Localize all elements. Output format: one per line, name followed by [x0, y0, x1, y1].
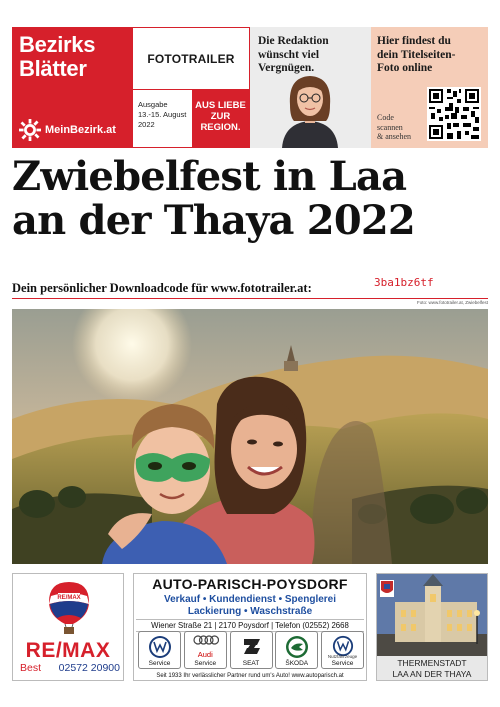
svg-text:RE/MAX: RE/MAX: [57, 595, 81, 601]
remax-name: RE/MAX: [25, 639, 111, 662]
editor-line2: wünscht viel: [258, 48, 320, 61]
issue-dates: 13.-15. August: [138, 110, 187, 119]
town-hall-image: [377, 574, 487, 658]
qr-hint-line2: scannen: [377, 122, 403, 132]
audi-rings-icon: [193, 635, 219, 645]
auto-services: [134, 594, 366, 618]
auto-services-line1: Verkauf • Kundendienst • Spenglerei: [163, 594, 337, 605]
brand-tile-vw: [138, 631, 181, 669]
auto-footer: Seit 1933 Ihr verlässlicher Partner rund um's Auto! www.autoparisch.at: [156, 673, 344, 679]
auto-title: AUTO-PARISCH-POYSDORF: [152, 576, 348, 592]
cover-photo: [12, 309, 488, 564]
ad-auto-parisch[interactable]: [133, 573, 367, 681]
brand-label: SEAT: [242, 660, 260, 667]
download-divider: [12, 298, 488, 299]
brand-tile-seat: [230, 631, 273, 669]
brand-label: Service: [194, 660, 217, 667]
editor-line3: Vergnügen.: [258, 62, 315, 74]
headline-line2: an der Thaya 2022: [12, 197, 415, 244]
cover-line3: Foto online: [377, 62, 433, 74]
remax-contact: [20, 662, 120, 674]
download-label: Dein persönlicher Downloadcode für www.fototrailer.at:: [12, 281, 312, 295]
issue-year: 2022: [138, 120, 155, 129]
headline: [12, 155, 492, 243]
editor-line1: Die Redaktion: [258, 35, 329, 47]
qr-hint-line3: & ansehen: [377, 132, 411, 141]
badge-line2: ZUR: [210, 111, 231, 122]
download-code[interactable]: 3ba1bz6tf: [374, 276, 434, 289]
audi-text: Audi: [197, 650, 213, 659]
brand-tile-vw-nfz: [321, 631, 364, 669]
masthead: [12, 27, 488, 148]
brand-block: [12, 27, 133, 148]
town-caption-line1: THERMENSTADT: [397, 658, 467, 668]
badge-line1: AUS LIEBE: [195, 100, 246, 111]
issue-label: Ausgabe: [138, 100, 168, 109]
brand-site[interactable]: MeinBezirk.at: [45, 124, 116, 136]
brand-tiles: [138, 631, 364, 669]
badge-line3: REGION.: [200, 122, 241, 133]
brand-name-line1: Bezirks: [19, 32, 96, 57]
seat-logo-icon: [240, 635, 264, 657]
remax-branch: Best: [20, 662, 42, 674]
ad-thermenstadt[interactable]: [376, 573, 488, 681]
brand-tile-audi: [184, 631, 227, 669]
remax-balloon-logo-icon: [47, 580, 91, 636]
meinbezirk-logo-icon: [19, 119, 41, 141]
brand-tile-skoda: [275, 631, 318, 669]
qr-hint-line1: Code: [377, 113, 394, 122]
town-caption-line2: LAA AN DER THAYA: [392, 668, 472, 679]
editor-portrait: [272, 71, 348, 148]
brand-name: [19, 33, 95, 81]
cover-block: [371, 27, 488, 148]
issue-info: [138, 100, 186, 130]
auto-services-line2: Lackierung • Waschstraße: [187, 606, 313, 617]
download-row: [12, 276, 488, 299]
qr-hint: [377, 113, 411, 142]
photo-credit: Foto: www.fototrailer.at, Zwiebelfest: [416, 300, 488, 305]
skoda-logo-icon: [285, 635, 309, 659]
cover-message: [377, 35, 455, 76]
brand-name-line2: Blätter: [19, 56, 87, 81]
brand-label: Service: [148, 660, 171, 667]
fototrailer-box: [133, 27, 250, 148]
vw-logo-icon: [148, 635, 172, 659]
brand-label: Service: [331, 660, 354, 667]
editor-message: [258, 35, 329, 76]
town-caption: [377, 656, 487, 680]
region-badge: [192, 90, 249, 148]
fototrailer-label: FOTOTRAILER: [147, 52, 235, 66]
headline-line1: Zwiebelfest in Laa: [12, 153, 407, 200]
brand-footer: [19, 119, 116, 141]
cover-line1: Hier findest du: [377, 35, 451, 47]
auto-address: Wiener Straße 21 | 2170 Poysdorf | Telefon (02552) 2668: [136, 619, 364, 632]
editor-block: [250, 27, 371, 148]
nfz-text: Nutzfahrzeuge: [327, 654, 358, 659]
cover-line2: dein Titelseiten-: [377, 48, 456, 61]
remax-phone[interactable]: 02572 20900: [58, 662, 120, 674]
brand-label: ŠKODA: [285, 660, 309, 667]
qr-code-icon[interactable]: [427, 87, 481, 141]
ad-remax[interactable]: [12, 573, 124, 681]
